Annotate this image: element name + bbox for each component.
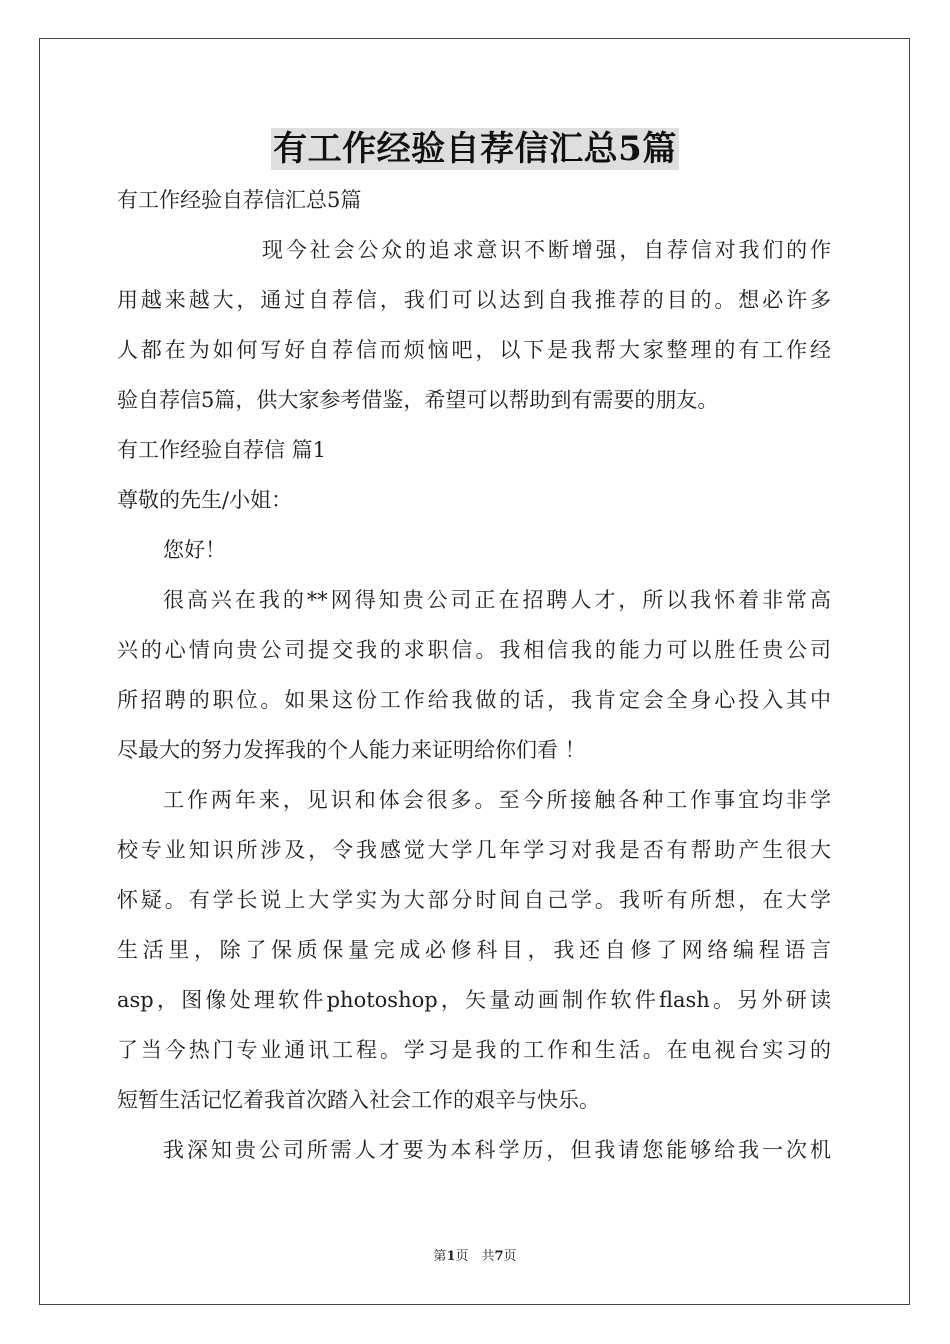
intro-line: 验自荐信5篇，供大家参考借鉴，希望可以帮助到有需要的朋友。: [117, 388, 719, 412]
intro-line: 用越来越大，通过自荐信，我们可以达到自我推荐的目的。想必许多: [117, 288, 831, 312]
salutation: 尊敬的先生/小姐：: [117, 488, 293, 512]
paragraph-line: 尽最大的努力发挥我的个人能力来证明给你们看 ！: [117, 738, 586, 762]
paragraph-line: 短暂生活记忆着我首次踏入社会工作的艰辛与快乐。: [117, 1088, 600, 1112]
paragraph-line: asp，图像处理软件photoshop，矢量动画制作软件flash。另外研读: [117, 988, 831, 1012]
page-number-footer: [0, 1248, 950, 1266]
paragraph-line: 很高兴在我的**网得知贵公司正在招聘人才，所以我怀着非常高: [163, 588, 831, 612]
page-label-suffix: 页: [503, 1249, 517, 1264]
paragraph-line: 校专业知识所涉及，令我感觉大学几年学习对我是否有帮助产生很大: [117, 838, 831, 862]
intro-line: 现今社会公众的追求意识不断增强，自荐信对我们的作: [262, 238, 831, 262]
paragraph-line: 生活里，除了保质保量完成必修科目，我还自修了网络编程语言: [117, 938, 831, 962]
greeting: 您好！: [163, 538, 226, 562]
document-title-container: [0, 128, 950, 170]
page-border: [39, 38, 910, 1305]
paragraph-line: 所招聘的职位。如果这份工作给我做的话，我肯定会全身心投入其中: [117, 688, 831, 712]
paragraph-line: 工作两年来，见识和体会很多。至今所接触各种工作事宜均非学: [163, 788, 831, 812]
total-pages-number: 7: [494, 1249, 504, 1264]
section-heading: 有工作经验自荐信 篇1: [117, 438, 327, 462]
document-subtitle: 有工作经验自荐信汇总5篇: [117, 188, 362, 212]
paragraph-line: 我深知贵公司所需人才要为本科学历，但我请您能够给我一次机: [163, 1138, 831, 1162]
paragraph-line: 兴的心情向贵公司提交我的求职信。我相信我的能力可以胜任贵公司: [117, 638, 831, 662]
current-page-number: 1: [446, 1249, 456, 1264]
page-label-prefix: 第: [433, 1249, 447, 1264]
page-label-mid: 页 共: [455, 1249, 495, 1264]
paragraph-line: 怀疑。有学长说上大学实为大部分时间自己学。我听有所想，在大学: [117, 888, 831, 912]
paragraph-line: 了当今热门专业通讯工程。学习是我的工作和生活。在电视台实习的: [117, 1038, 831, 1062]
intro-line: 人都在为如何写好自荐信而烦恼吧，以下是我帮大家整理的有工作经: [117, 338, 831, 362]
document-title: 有工作经验自荐信汇总5篇: [273, 129, 677, 169]
